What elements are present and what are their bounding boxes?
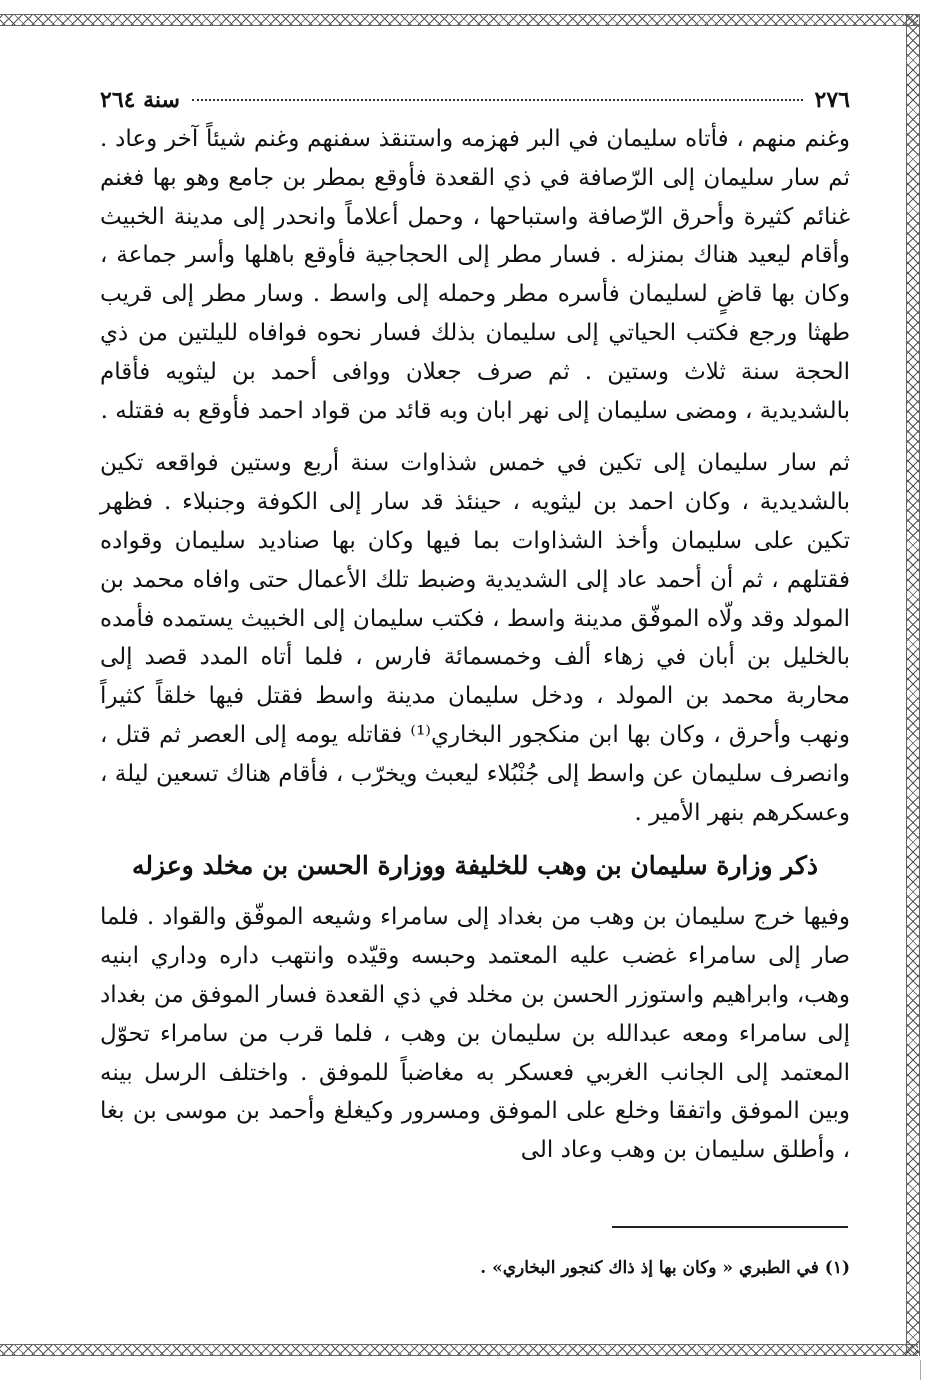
bottom-ornamental-border xyxy=(0,1344,918,1356)
section-heading: ذكر وزارة سليمان بن وهب للخليفة ووزارة الحسن بن مخلد وعزله xyxy=(131,851,819,881)
page-content xyxy=(100,80,850,1170)
paragraph-2: ثم سار سليمان إلى تكين في خمس شذاوات سنة أربع وستين فواقعه تكين بالشديدية ، وكان احمد بن ليثويه ، حينئذ قد سار إلى الكوفة وجنبلاء . فظهر تكين على سليمان وأخذ الشذاوات بما فيها وكان بها صناديد سليمان وقواده فقتلهم ، ثم أن أحمد عاد إلى الشديدية وضبط تلك الأعمال حتى وافاه محمد بن المولد وقد ولّاه الموفّق مدينة واسط ، فكتب سليمان إلى الخبيث يستمده فأمده بالخليل بن أبان في زهاء ألف وخمسمائة فارس ، فلما أتاه المدد قصد إلى محاربة محمد بن المولد ، ودخل سليمان مدينة واسط فقتل فيها خلقاً كثيراً ونهب وأحرق ، وكان بها ابن منكجور البخاري⁽¹⁾ فقاتله يومه إلى العصر ثم قتل ، وانصرف سليمان عن واسط إلى جُنْبُلاء ليعبث ويخرّب ، فأقام هناك تسعين ليلة ، وعسكرهم بنهر الأمير . xyxy=(100,450,850,826)
header-year: سنة ٢٦٤ xyxy=(100,87,180,113)
page-number: ٢٧٦ xyxy=(814,87,850,113)
page-edge-mark xyxy=(920,1360,941,1380)
section-paragraph: وفيها خرج سليمان بن وهب من بغداد إلى سامراء وشيعه الموفّق والقواد . فلما صار إلى سامراء غضب عليه المعتمد وحبسه وقيّده وانتهب داره وداري ابنيه وهب، وابراهيم واستوزر الحسن بن مخلد في ذي القعدة فسار الموفق من بغداد إلى سامراء ومعه عبدالله بن سليمان بن وهب ، فلما قرب من سامراء تحوّل المعتمد إلى الجانب الغربي فعسكر به مغاضباً للموفق . واختلف الرسل بينه وبين الموفق واتفقا وخلع على الموفق ومسرور وكيغلغ وأحمد بن موسى بن بغا ، وأطلق سليمان بن وهب وعاد الى xyxy=(100,904,850,1164)
paragraph-1: وغنم منهم ، فأتاه سليمان في البر فهزمه واستنقذ سفنهم وغنم شيئاً آخر وعاد . ثم سار سليمان إلى الرّصافة في ذي القعدة فأوقع بمطر بن جامع وهو بها فغنم غنائم كثيرة وأحرق الرّصافة واستباحها ، وحمل أعلاماً وانحدر إلى مدينة الخبيث وأقام ليعيد هناك بمنزله . فسار مطر إلى الحجاجية فأوقع باهلها وأسر جماعة ، وكان بها قاضٍ لسليمان فأسره مطر وحمله إلى واسط . وسار مطر إلى قريب طهثا ورجع فكتب الحياتي إلى سليمان بذلك فسار نحوه فوافاه لليلتين من ذي الحجة سنة ثلاث وستين . ثم صرف جعلان ووافى أحمد بن ليثويه فأقام بالشديدية ، ومضى سليمان إلى نهر ابان وبه قائد من قواد احمد فأوقع به فقتله . xyxy=(100,126,850,424)
header-dotted-leader xyxy=(192,99,803,101)
top-ornamental-border xyxy=(0,14,918,26)
footnote-separator xyxy=(612,1226,848,1228)
running-header xyxy=(100,80,850,120)
footnote: (١) في الطبري « وكان بها إذ ذاك كنجور البخاري» . xyxy=(480,1258,850,1278)
right-ornamental-border xyxy=(906,14,920,1356)
